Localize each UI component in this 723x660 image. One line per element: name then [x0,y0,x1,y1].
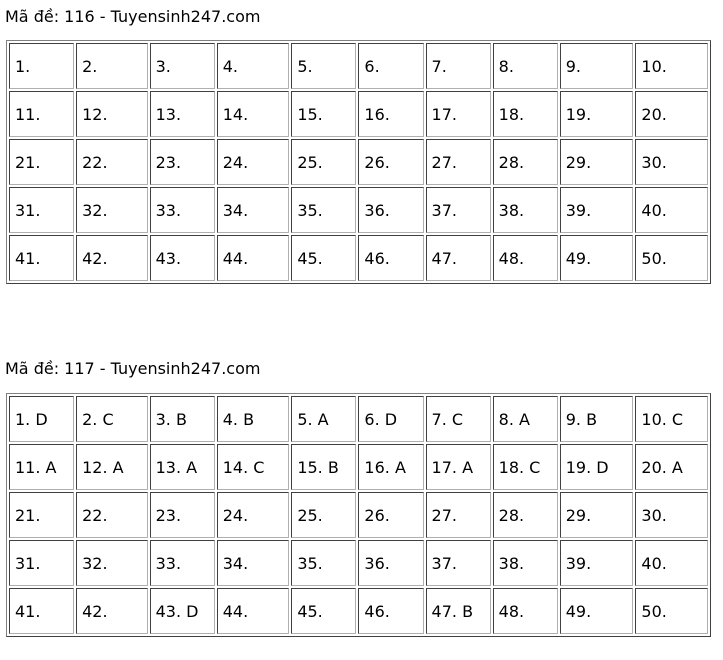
answer-cell: 12. [76,91,148,137]
answer-cell: 7. C [426,396,491,442]
answer-cell: 15. B [291,444,356,490]
answer-cell: 25. [291,139,356,185]
answer-cell: 7. [426,43,491,89]
answer-cell: 19. [560,91,634,137]
answer-cell: 13. A [150,444,215,490]
answer-cell: 18. C [493,444,558,490]
answer-cell: 5. [291,43,356,89]
answer-cell: 16. A [358,444,423,490]
answer-cell: 39. [560,187,634,233]
answer-cell: 14. [217,91,290,137]
answer-cell: 44. [217,588,290,634]
answer-cell: 42. [76,588,148,634]
answer-cell: 24. [217,492,290,538]
answer-cell: 25. [291,492,356,538]
answer-cell: 1. [9,43,74,89]
answer-cell: 36. [358,187,423,233]
answer-cell: 9. [560,43,634,89]
answer-cell: 43. [150,235,215,281]
answer-cell: 41. [9,588,74,634]
answer-cell: 48. [493,235,558,281]
answer-cell: 33. [150,540,215,586]
table-row [9,235,708,281]
answer-cell: 37. [426,187,491,233]
answer-cell: 48. [493,588,558,634]
answer-cell: 34. [217,540,290,586]
table-row [9,444,708,490]
answer-cell: 46. [358,588,423,634]
answer-cell: 5. A [291,396,356,442]
answer-cell: 32. [76,187,148,233]
answer-cell: 35. [291,540,356,586]
answer-cell: 40. [635,540,708,586]
table-row [9,43,708,89]
answer-cell: 19. D [560,444,634,490]
table-row [9,540,708,586]
answer-cell: 30. [635,139,708,185]
answer-cell: 32. [76,540,148,586]
answer-cell: 49. [560,588,634,634]
answer-cell: 31. [9,187,74,233]
answer-cell: 13. [150,91,215,137]
answer-cell: 12. A [76,444,148,490]
table-row [9,588,708,634]
answer-cell: 27. [426,492,491,538]
answer-cell: 26. [358,492,423,538]
answer-cell: 47. [426,235,491,281]
answer-cell: 42. [76,235,148,281]
answer-cell: 21. [9,139,74,185]
answer-cell: 22. [76,492,148,538]
answer-cell: 11. A [9,444,74,490]
table-row [9,187,708,233]
answer-cell: 17. A [426,444,491,490]
answer-cell: 36. [358,540,423,586]
answer-cell: 14. C [217,444,290,490]
answer-cell: 31. [9,540,74,586]
answer-cell: 29. [560,139,634,185]
answer-cell: 10. [635,43,708,89]
answer-cell: 28. [493,139,558,185]
answer-cell: 45. [291,235,356,281]
answer-cell: 49. [560,235,634,281]
table-row [9,139,708,185]
answer-cell: 46. [358,235,423,281]
answer-cell: 9. B [560,396,634,442]
answer-cell: 30. [635,492,708,538]
answer-cell: 20. [635,91,708,137]
answer-cell: 43. D [150,588,215,634]
answer-cell: 15. [291,91,356,137]
table-row [9,396,708,442]
answer-cell: 26. [358,139,423,185]
answer-cell: 50. [635,235,708,281]
section-heading-116: Mã đề: 116 - Tuyensinh247.com [5,7,261,26]
answer-cell: 23. [150,139,215,185]
answer-cell: 6. [358,43,423,89]
answer-cell: 8. A [493,396,558,442]
answer-cell: 8. [493,43,558,89]
answer-cell: 24. [217,139,290,185]
answer-cell: 35. [291,187,356,233]
answer-table-116 [6,40,711,284]
answer-cell: 40. [635,187,708,233]
answer-cell: 6. D [358,396,423,442]
answer-cell: 44. [217,235,290,281]
answer-cell: 22. [76,139,148,185]
answer-cell: 18. [493,91,558,137]
answer-cell: 33. [150,187,215,233]
answer-cell: 16. [358,91,423,137]
answer-cell: 20. A [635,444,708,490]
answer-cell: 21. [9,492,74,538]
answer-cell: 34. [217,187,290,233]
answer-cell: 28. [493,492,558,538]
answer-cell: 2. [76,43,148,89]
answer-cell: 17. [426,91,491,137]
answer-cell: 3. [150,43,215,89]
answer-cell: 50. [635,588,708,634]
answer-cell: 10. C [635,396,708,442]
answer-cell: 37. [426,540,491,586]
table-row [9,492,708,538]
answer-cell: 45. [291,588,356,634]
section-heading-117: Mã đề: 117 - Tuyensinh247.com [5,359,261,378]
answer-cell: 38. [493,540,558,586]
answer-cell: 23. [150,492,215,538]
answer-cell: 39. [560,540,634,586]
answer-cell: 29. [560,492,634,538]
answer-cell: 1. D [9,396,74,442]
answer-table-117 [6,393,711,637]
answer-cell: 2. C [76,396,148,442]
answer-cell: 4. [217,43,290,89]
answer-cell: 41. [9,235,74,281]
answer-cell: 11. [9,91,74,137]
table-row [9,91,708,137]
answer-cell: 38. [493,187,558,233]
answer-cell: 4. B [217,396,290,442]
answer-cell: 27. [426,139,491,185]
answer-cell: 3. B [150,396,215,442]
answer-cell: 47. B [426,588,491,634]
